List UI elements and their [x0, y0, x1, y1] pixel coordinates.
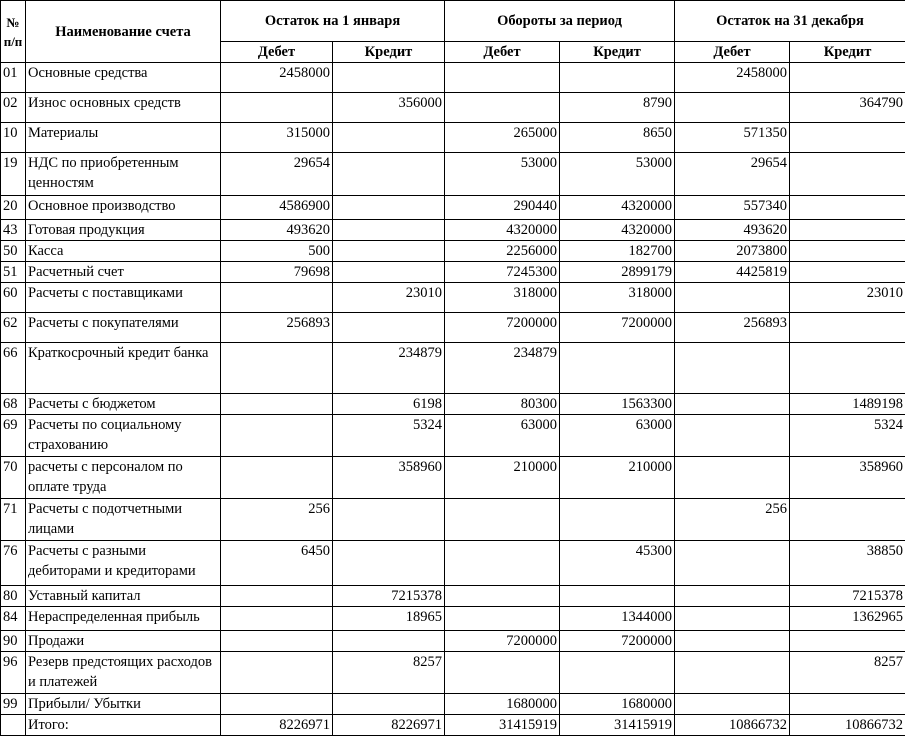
account-code: 51	[1, 262, 26, 283]
account-code: 62	[1, 313, 26, 343]
account-code: 43	[1, 220, 26, 241]
header-debit: Дебет	[445, 42, 560, 63]
amount-cell: 6198	[333, 394, 445, 415]
table-row	[1, 394, 905, 415]
account-name: Расчетный счет	[26, 262, 221, 283]
amount-cell: 7200000	[445, 631, 560, 652]
account-name: Расчеты по социальному страхованию	[26, 415, 221, 457]
amount-cell	[221, 93, 333, 123]
amount-cell: 318000	[445, 283, 560, 313]
header-turnover: Обороты за период	[445, 1, 675, 42]
amount-cell: 318000	[560, 283, 675, 313]
account-name: расчеты с персоналом по оплате труда	[26, 457, 221, 499]
header-debit: Дебет	[221, 42, 333, 63]
amount-cell	[560, 499, 675, 541]
header-credit: Кредит	[333, 42, 445, 63]
account-code: 60	[1, 283, 26, 313]
amount-cell: 256893	[221, 313, 333, 343]
amount-cell	[445, 607, 560, 631]
account-code: 19	[1, 153, 26, 196]
table-row	[1, 631, 905, 652]
account-name: Расчеты с покупателями	[26, 313, 221, 343]
account-code: 84	[1, 607, 26, 631]
account-code: 70	[1, 457, 26, 499]
amount-cell	[675, 457, 790, 499]
amount-cell	[790, 499, 905, 541]
header-credit: Кредит	[560, 42, 675, 63]
amount-cell	[790, 220, 905, 241]
total-value: 8226971	[221, 715, 333, 736]
table-row	[1, 123, 905, 153]
amount-cell: 6450	[221, 541, 333, 586]
amount-cell: 18965	[333, 607, 445, 631]
header-closing-balance: Остаток на 31 декабря	[675, 1, 905, 42]
amount-cell: 7200000	[560, 313, 675, 343]
account-code: 90	[1, 631, 26, 652]
account-code: 99	[1, 694, 26, 715]
table-row	[1, 196, 905, 220]
amount-cell	[675, 694, 790, 715]
total-value: 8226971	[333, 715, 445, 736]
amount-cell: 2899179	[560, 262, 675, 283]
amount-cell	[445, 541, 560, 586]
amount-cell: 1563300	[560, 394, 675, 415]
table-row	[1, 586, 905, 607]
amount-cell	[675, 93, 790, 123]
table-row	[1, 415, 905, 457]
amount-cell	[675, 343, 790, 394]
amount-cell: 500	[221, 241, 333, 262]
amount-cell	[333, 153, 445, 196]
amount-cell: 8650	[560, 123, 675, 153]
amount-cell	[333, 196, 445, 220]
amount-cell	[790, 123, 905, 153]
amount-cell: 80300	[445, 394, 560, 415]
account-code: 68	[1, 394, 26, 415]
account-name: НДС по приобретенным ценностям	[26, 153, 221, 196]
amount-cell: 290440	[445, 196, 560, 220]
amount-cell: 571350	[675, 123, 790, 153]
table-row	[1, 499, 905, 541]
amount-cell: 45300	[560, 541, 675, 586]
amount-cell: 1680000	[560, 694, 675, 715]
amount-cell	[333, 499, 445, 541]
total-value: 10866732	[790, 715, 905, 736]
amount-cell	[333, 220, 445, 241]
amount-cell	[221, 652, 333, 694]
account-name: Расчеты с подотчетными лицами	[26, 499, 221, 541]
amount-cell	[445, 652, 560, 694]
account-code: 10	[1, 123, 26, 153]
amount-cell: 8257	[333, 652, 445, 694]
amount-cell	[333, 123, 445, 153]
total-value: 10866732	[675, 715, 790, 736]
header-number: № п/п	[1, 1, 26, 63]
amount-cell	[790, 343, 905, 394]
account-code: 20	[1, 196, 26, 220]
amount-cell: 2458000	[221, 63, 333, 93]
account-code: 96	[1, 652, 26, 694]
amount-cell	[560, 63, 675, 93]
amount-cell	[790, 196, 905, 220]
table-row	[1, 262, 905, 283]
amount-cell	[675, 283, 790, 313]
table-body	[1, 63, 905, 715]
amount-cell	[560, 652, 675, 694]
account-name: Материалы	[26, 123, 221, 153]
amount-cell: 7200000	[560, 631, 675, 652]
amount-cell: 256	[221, 499, 333, 541]
table-row	[1, 541, 905, 586]
account-name: Расчеты с разными дебиторами и кредиторами	[26, 541, 221, 586]
amount-cell: 210000	[560, 457, 675, 499]
table-row	[1, 283, 905, 313]
amount-cell: 4320000	[445, 220, 560, 241]
amount-cell: 182700	[560, 241, 675, 262]
account-code: 69	[1, 415, 26, 457]
amount-cell	[333, 631, 445, 652]
amount-cell: 7215378	[333, 586, 445, 607]
account-name: Основные средства	[26, 63, 221, 93]
amount-cell: 265000	[445, 123, 560, 153]
amount-cell	[333, 694, 445, 715]
account-code: 76	[1, 541, 26, 586]
table-row	[1, 93, 905, 123]
amount-cell	[221, 607, 333, 631]
header-debit: Дебет	[675, 42, 790, 63]
amount-cell: 557340	[675, 196, 790, 220]
header-opening-balance: Остаток на 1 января	[221, 1, 445, 42]
total-label: Итого:	[26, 715, 221, 736]
account-name: Прибыли/ Убытки	[26, 694, 221, 715]
total-value: 31415919	[560, 715, 675, 736]
amount-cell	[333, 541, 445, 586]
amount-cell: 53000	[560, 153, 675, 196]
table-row	[1, 343, 905, 394]
amount-cell: 358960	[333, 457, 445, 499]
amount-cell	[221, 586, 333, 607]
amount-cell: 63000	[560, 415, 675, 457]
amount-cell	[445, 499, 560, 541]
amount-cell: 29654	[221, 153, 333, 196]
amount-cell: 315000	[221, 123, 333, 153]
account-name: Расчеты с бюджетом	[26, 394, 221, 415]
table-row	[1, 313, 905, 343]
amount-cell	[790, 313, 905, 343]
amount-cell: 1344000	[560, 607, 675, 631]
account-name: Уставный капитал	[26, 586, 221, 607]
account-name: Продажи	[26, 631, 221, 652]
amount-cell: 356000	[333, 93, 445, 123]
account-name: Резерв предстоящих расходов и платежей	[26, 652, 221, 694]
amount-cell: 234879	[445, 343, 560, 394]
amount-cell	[333, 63, 445, 93]
account-code: 01	[1, 63, 26, 93]
account-name: Касса	[26, 241, 221, 262]
amount-cell	[790, 694, 905, 715]
account-name: Готовая продукция	[26, 220, 221, 241]
account-code: 80	[1, 586, 26, 607]
amount-cell: 4586900	[221, 196, 333, 220]
amount-cell	[445, 63, 560, 93]
account-name: Расчеты с поставщиками	[26, 283, 221, 313]
amount-cell	[333, 313, 445, 343]
account-code: 50	[1, 241, 26, 262]
account-name: Нераспределенная прибыль	[26, 607, 221, 631]
amount-cell: 2458000	[675, 63, 790, 93]
amount-cell	[221, 631, 333, 652]
amount-cell: 5324	[333, 415, 445, 457]
account-name: Краткосрочный кредит банка	[26, 343, 221, 394]
amount-cell: 4320000	[560, 220, 675, 241]
amount-cell: 1362965	[790, 607, 905, 631]
amount-cell: 1489198	[790, 394, 905, 415]
amount-cell: 493620	[675, 220, 790, 241]
amount-cell	[675, 415, 790, 457]
account-code: 71	[1, 499, 26, 541]
amount-cell: 210000	[445, 457, 560, 499]
amount-cell	[221, 694, 333, 715]
amount-cell	[790, 153, 905, 196]
table-row	[1, 220, 905, 241]
amount-cell	[221, 415, 333, 457]
account-name: Износ основных средств	[26, 93, 221, 123]
amount-cell: 23010	[333, 283, 445, 313]
amount-cell	[445, 586, 560, 607]
amount-cell: 8790	[560, 93, 675, 123]
amount-cell	[560, 586, 675, 607]
amount-cell: 1680000	[445, 694, 560, 715]
table-row	[1, 241, 905, 262]
amount-cell	[790, 262, 905, 283]
amount-cell	[675, 607, 790, 631]
account-code: 02	[1, 93, 26, 123]
amount-cell: 4320000	[560, 196, 675, 220]
amount-cell: 493620	[221, 220, 333, 241]
table-row	[1, 652, 905, 694]
amount-cell: 256893	[675, 313, 790, 343]
amount-cell: 4425819	[675, 262, 790, 283]
total-value: 31415919	[445, 715, 560, 736]
amount-cell: 38850	[790, 541, 905, 586]
table-row	[1, 63, 905, 93]
table-row	[1, 457, 905, 499]
amount-cell: 79698	[221, 262, 333, 283]
amount-cell: 7245300	[445, 262, 560, 283]
amount-cell: 7215378	[790, 586, 905, 607]
table-row	[1, 607, 905, 631]
amount-cell: 23010	[790, 283, 905, 313]
amount-cell: 256	[675, 499, 790, 541]
amount-cell	[221, 394, 333, 415]
amount-cell: 7200000	[445, 313, 560, 343]
amount-cell: 358960	[790, 457, 905, 499]
amount-cell: 234879	[333, 343, 445, 394]
amount-cell	[221, 343, 333, 394]
amount-cell	[675, 394, 790, 415]
amount-cell	[221, 283, 333, 313]
amount-cell: 2256000	[445, 241, 560, 262]
amount-cell: 8257	[790, 652, 905, 694]
table-row	[1, 153, 905, 196]
account-code: 66	[1, 343, 26, 394]
amount-cell: 63000	[445, 415, 560, 457]
amount-cell: 53000	[445, 153, 560, 196]
amount-cell	[675, 652, 790, 694]
total-row	[1, 715, 905, 736]
header-account-name: Наименование счета	[26, 1, 221, 63]
amount-cell	[790, 63, 905, 93]
amount-cell	[790, 241, 905, 262]
amount-cell	[675, 586, 790, 607]
amount-cell: 5324	[790, 415, 905, 457]
amount-cell	[560, 343, 675, 394]
amount-cell	[333, 241, 445, 262]
amount-cell	[675, 541, 790, 586]
amount-cell: 2073800	[675, 241, 790, 262]
amount-cell	[675, 631, 790, 652]
table-row	[1, 694, 905, 715]
amount-cell	[445, 93, 560, 123]
amount-cell	[333, 262, 445, 283]
amount-cell: 364790	[790, 93, 905, 123]
header-credit: Кредит	[790, 42, 905, 63]
amount-cell	[790, 631, 905, 652]
total-code-cell	[1, 715, 26, 736]
amount-cell	[221, 457, 333, 499]
account-name: Основное производство	[26, 196, 221, 220]
amount-cell: 29654	[675, 153, 790, 196]
